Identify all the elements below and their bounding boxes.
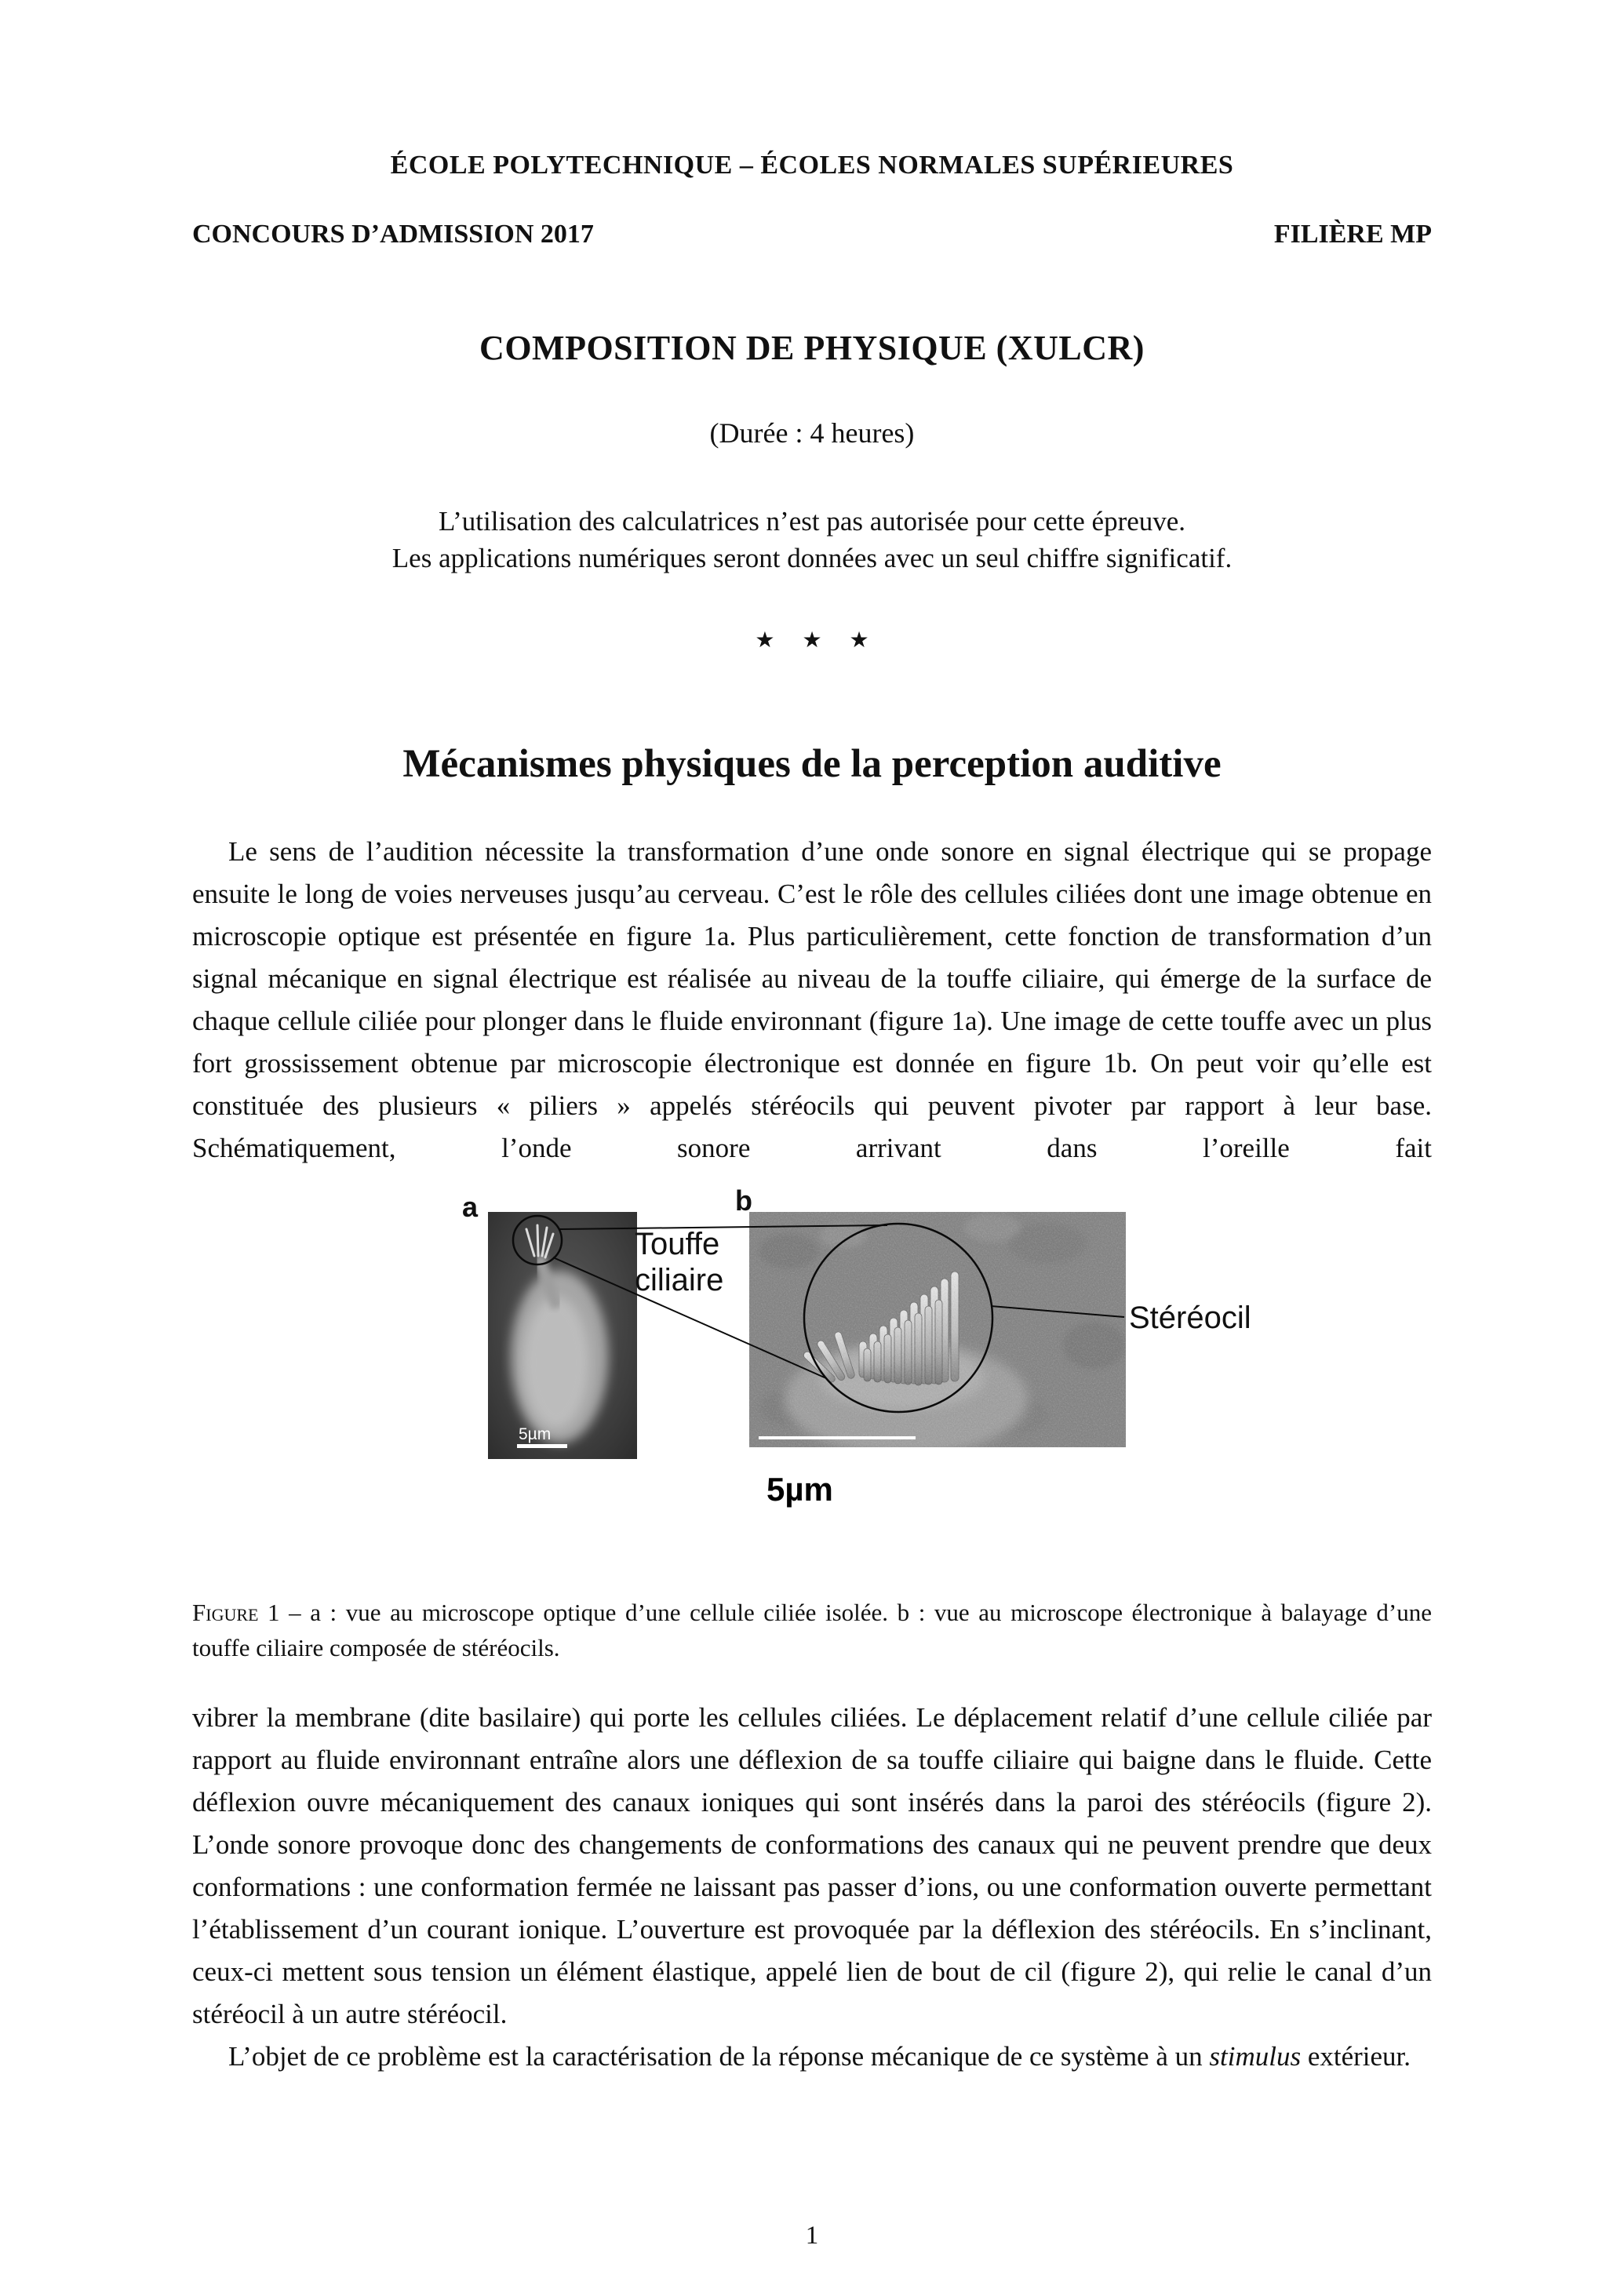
filiere-label: FILIÈRE MP — [1273, 220, 1432, 249]
figure-caption-label: Figure 1 – — [192, 1599, 311, 1626]
figure-1-caption — [192, 1595, 1432, 1665]
stereocil-label: Stéréocil — [1129, 1301, 1251, 1335]
touffe-ciliaire-label-line1: Touffe — [635, 1227, 720, 1261]
notice-line-2: Les applications numériques seront données avec un seul chiffre significatif. — [391, 543, 1233, 573]
scalebar-a — [517, 1444, 567, 1448]
stars-separator: ★ ★ ★ — [755, 628, 880, 653]
paragraph-3-end: extérieur. — [1301, 2041, 1411, 2072]
scalebar-b-label: 5µm — [766, 1471, 833, 1508]
micrograph-b — [749, 1212, 1126, 1455]
notice-line-1: L’utilisation des calculatrices n’est pas autorisée pour cette épreuve. — [438, 506, 1186, 537]
micrograph-a — [488, 1212, 637, 1459]
header-row — [192, 220, 1432, 249]
paragraph-2: vibrer la membrane (dite basilaire) qui porte les cellules ciliées. Le déplacement relatif d’une cellule ciliée par rapport au fluide environnant entraîne alors une déflexion de sa touffe ciliaire qui baigne dans le fluide. Cette déflexion ouvre mécaniquement des canaux ioniques qui sont insérés dans la paroi des stéréocils (figure 2). L’onde sonore provoque donc des changements de conformations des canaux qui ne peuvent prendre que deux conformations : une conformation fermée ne laissant pas passer d’ions, ou une conformation ouverte permettant l’établissement d’un courant ionique. L’ouverture est provoquée par la déflexion des stéréocils. En s’inclinant, ceux-ci mettent sous tension un élément élastique, appelé lien de bout de cil (figure 2), qui relie le canal d’un stéréocil à un autre stéréocil. — [192, 1702, 1432, 2029]
document-title: COMPOSITION DE PHYSIQUE (XULCR) — [479, 329, 1145, 367]
figure-label-b: b — [735, 1184, 752, 1217]
figure-caption-text: a : vue au microscope optique d’une cellule ciliée isolée. b : vue au microscope électronique à balayage d’une touffe ciliaire composée de stéréocils. — [192, 1599, 1432, 1661]
paragraph-1: Le sens de l’audition nécessite la transformation d’une onde sonore en signal électrique qui se propage ensuite le long de voies nerveuses jusqu’au cerveau. C’est le rôle des cellules ciliées dont une image obtenue en microscopie optique est présentée en figure 1a. Plus particulièrement, cette fonction de transformation d’un signal mécanique en signal électrique est réalisée au niveau de la touffe ciliaire, qui émerge de la surface de chaque cellule ciliée pour plonger dans le fluide environnant (figure 1a). Une image de cette touffe avec un plus fort grossissement obtenue par microscopie électronique est donnée en figure 1b. On peut voir qu’elle est constituée des plusieurs « piliers » appelés stéréocils qui peuvent pivoter par rapport à leur base. Schématiquement, l’onde sonore arrivant dans l’oreille fait — [192, 836, 1432, 1163]
section-title: Mécanismes physiques de la perception auditive — [402, 742, 1222, 786]
paragraph-3 — [192, 2036, 1432, 2078]
paragraph-3-stimulus: stimulus — [1209, 2041, 1302, 2072]
paragraph-3-start: L’objet de ce problème est la caractérisation de la réponse mécanique de ce système à un — [228, 2041, 1210, 2072]
scalebar-b — [759, 1436, 916, 1439]
figure-1 — [451, 1181, 1298, 1519]
concours-admission-label: CONCOURS D’ADMISSION 2017 — [192, 220, 594, 249]
figure-label-a: a — [462, 1191, 479, 1223]
figure-1-graphic — [451, 1181, 1298, 1519]
school-header: ÉCOLE POLYTECHNIQUE – ÉCOLES NORMALES SUPÉRIEURES — [390, 151, 1234, 180]
scalebar-a-label: 5µm — [519, 1425, 552, 1443]
touffe-ciliaire-label-line2: ciliaire — [635, 1263, 724, 1297]
duration-note: (Durée : 4 heures) — [709, 417, 915, 449]
notice-block — [192, 503, 1432, 577]
page-number: 1 — [805, 2221, 819, 2250]
